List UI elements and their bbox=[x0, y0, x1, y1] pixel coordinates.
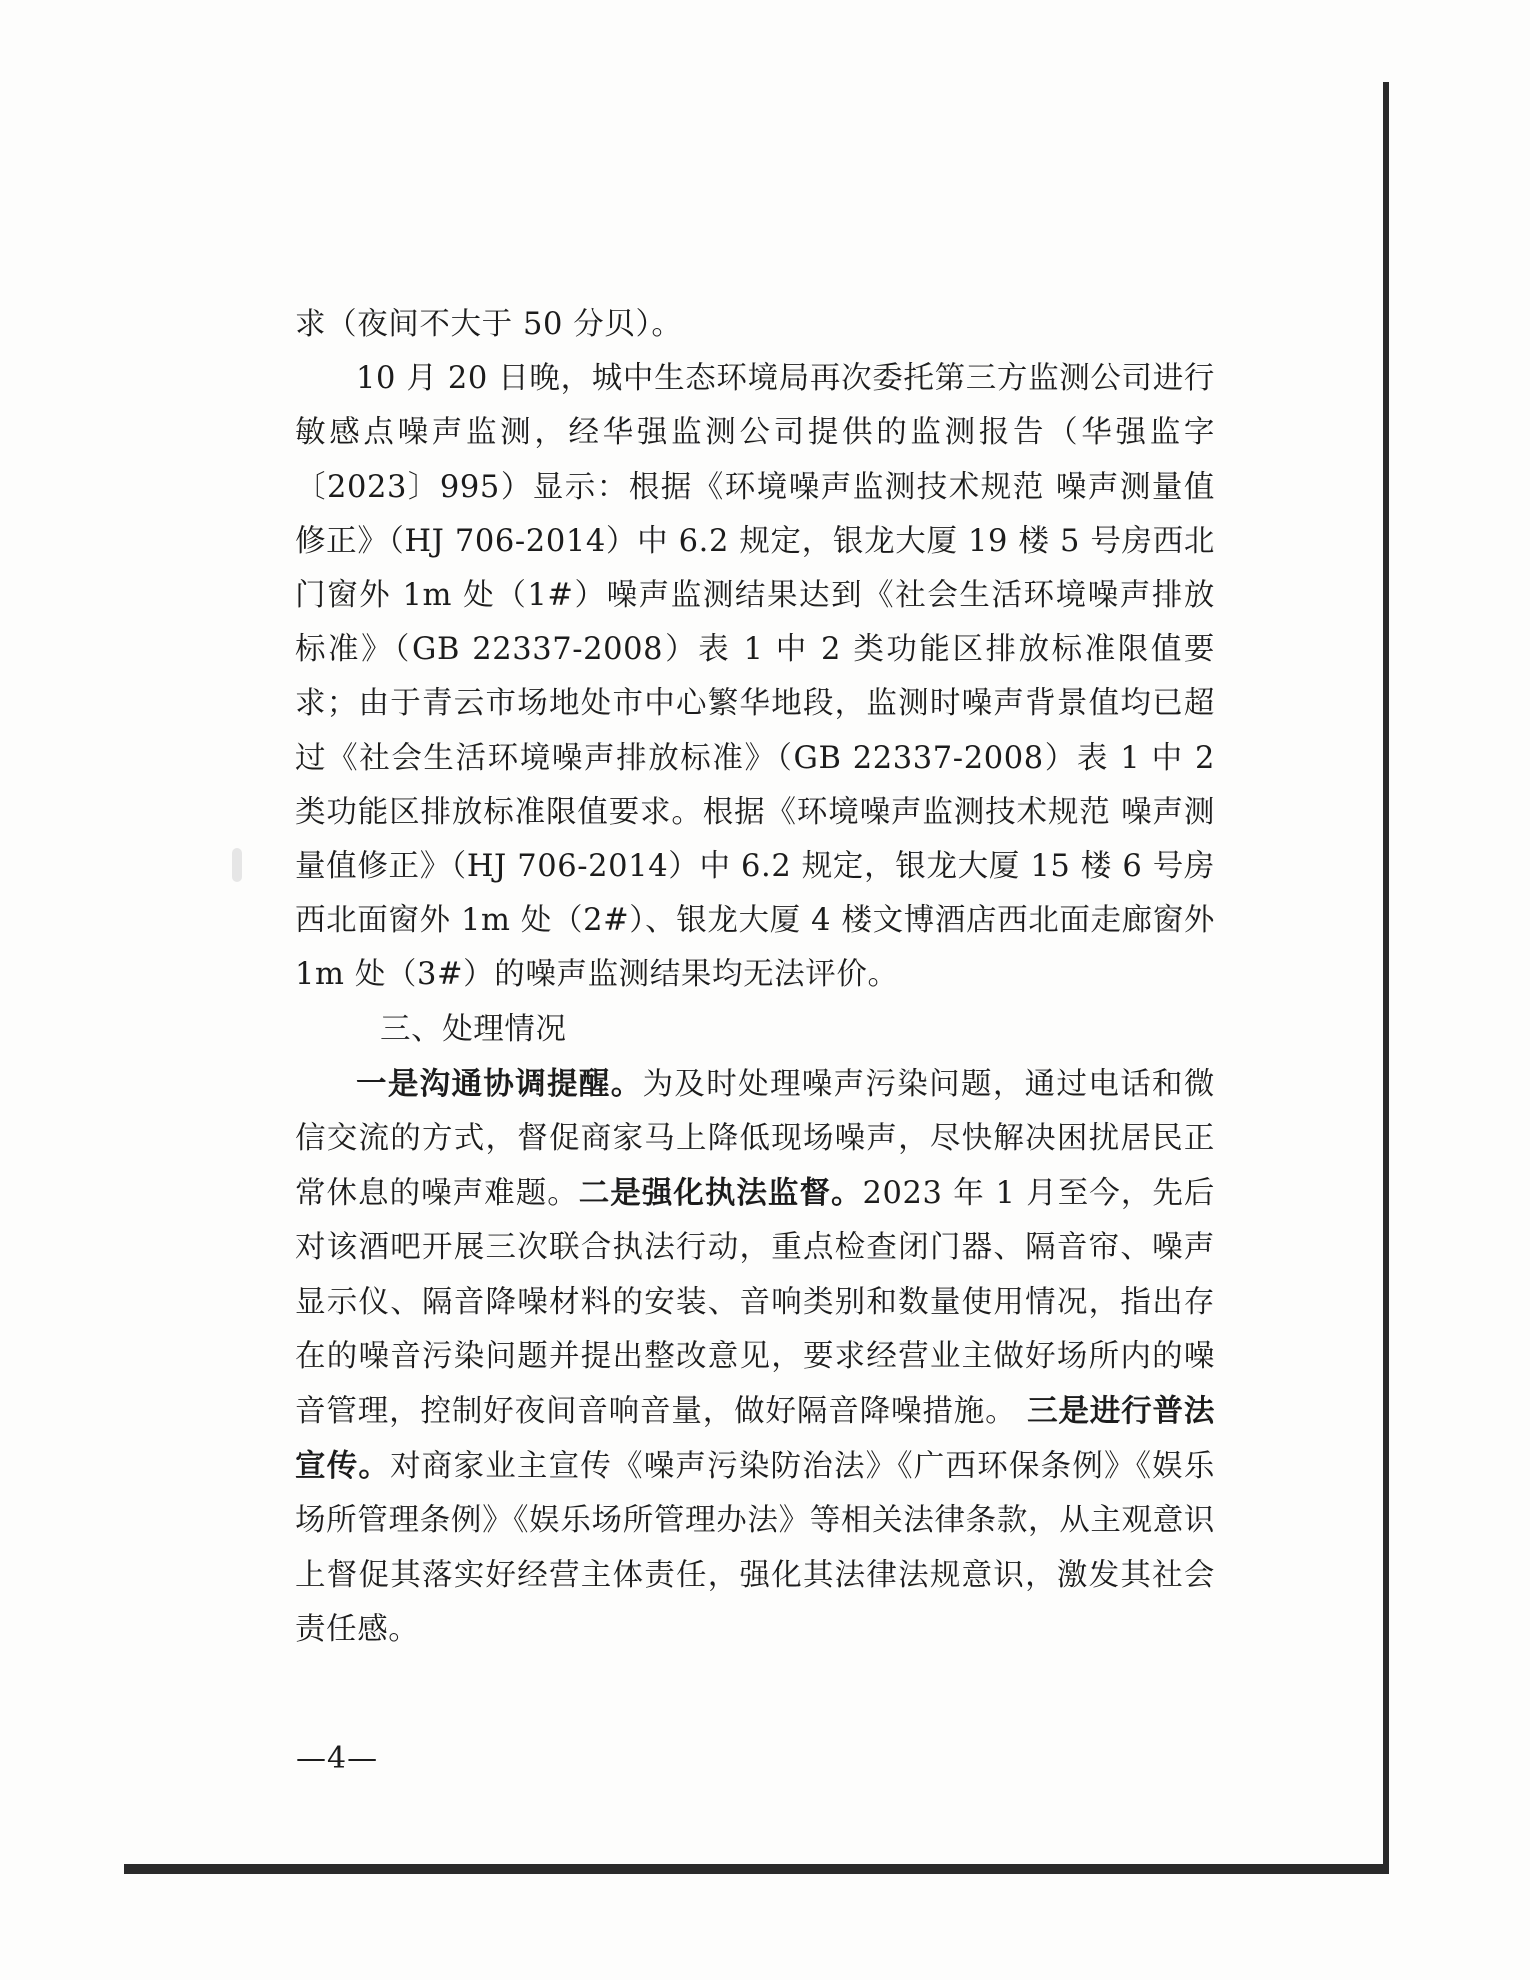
measure-3-lead: 三是进行普法宣传。 bbox=[295, 1393, 1216, 1485]
document-body bbox=[295, 298, 1215, 1657]
scan-edge-bottom bbox=[124, 1864, 1389, 1874]
scan-edge-right bbox=[1383, 82, 1389, 1872]
handling-paragraph bbox=[295, 1057, 1215, 1657]
monitoring-paragraph: 10 月 20 日晚，城中生态环境局再次委托第三方监测公司进行敏感点噪声监测，经华强监测公司提供的监测报告（华强监字〔2023〕995）显示：根据《环境噪声监测技术规范 噪声测量值修正》（HJ 706-2014）中 6.2 规定，银龙大厦 19 楼 5 号房西北门窗外 1m 处（1#）噪声监测结果达到《社会生活环境噪声排放标准》（GB 22337-2008）表 1 中 2 类功能区排放标准限值要求；由于青云市场地处市中心繁华地段，监测时噪声背景值均已超过《社会生活环境噪声排放标准》（GB 22337-2008）表 1 中 2 类功能区排放标准限值要求。根据《环境噪声监测技术规范 噪声测量值修正》（HJ 706-2014）中 6.2 规定，银龙大厦 15 楼 6 号房西北面窗外 1m 处（2#）、银龙大厦 4 楼文博酒店西北面走廊窗外 1m 处（3#）的噪声监测结果均无法评价。 bbox=[295, 361, 1215, 993]
measure-2-lead: 二是强化执法监督。 bbox=[578, 1175, 863, 1212]
page-number: —4— bbox=[296, 1741, 379, 1776]
section-heading: 三、处理情况 bbox=[380, 1011, 567, 1047]
measure-3-text: 对商家业主宣传《噪声污染防治法》《广西环保条例》《娱乐场所管理条例》《娱乐场所管理办法》等相关法律条款，从主观意识上督促其落实好经营主体责任，强化其法律法规意识，激发其社会责任感。 bbox=[295, 1449, 1215, 1647]
measure-1-text: 为及时处理噪声污染问题，通过电话和微信交流的方式，督促商家马上降低现场噪声，尽快解决困扰居民正常休息的噪声难题。 bbox=[295, 1066, 1215, 1212]
measure-2-text: 2023 年 1 月至今，先后对该酒吧开展三次联合执法行动，重点检查闭门器、隔音帘、噪声显示仪、隔音降噪材料的安装、音响类别和数量使用情况，指出存在的噪音污染问题并提出整改意见，要求经营业主做好场所内的噪音管理，控制好夜间音响音量，做好隔音降噪措施。 bbox=[295, 1176, 1215, 1430]
continued-text-line: 求（夜间不大于 50 分贝）。 bbox=[295, 307, 683, 342]
measure-3-spacer bbox=[1016, 1394, 1027, 1429]
scan-smudge bbox=[232, 848, 242, 882]
measure-1-lead: 一是沟通协调提醒。 bbox=[356, 1065, 643, 1102]
